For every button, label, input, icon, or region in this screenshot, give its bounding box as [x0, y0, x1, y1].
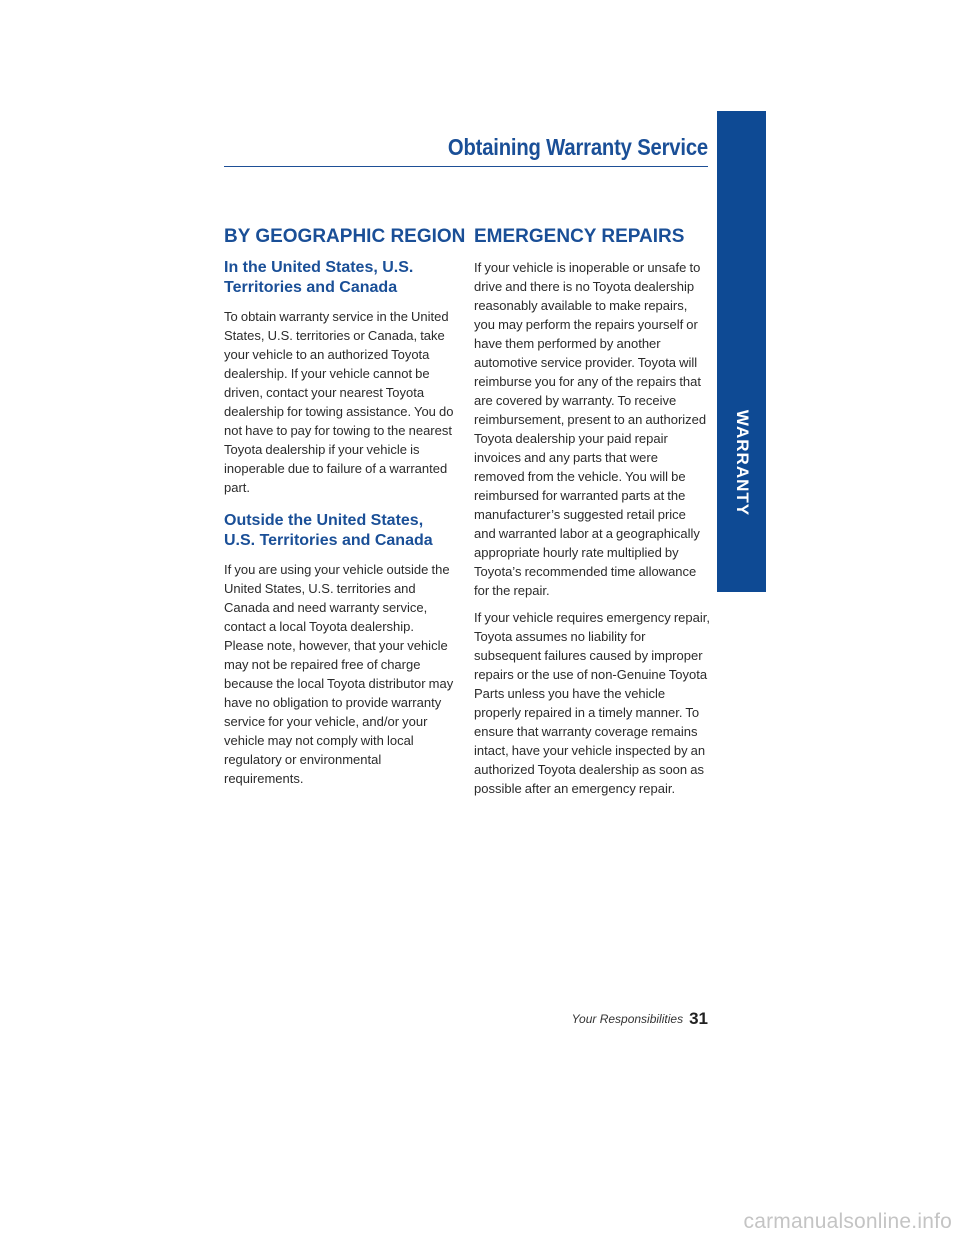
left-column: [224, 226, 466, 788]
footer-section-name: Your Responsibilities: [571, 1012, 684, 1026]
paragraph-outside-us-warranty: If you are using your vehicle outside the United States, U.S. territories and Canada and need warranty service, contact a local Toyota dealership. Please note, however, that your vehicle may not be repaired free of charge because the local Toyota distributor may have no obligation to provide warranty service for your vehicle, and/or your vehicle may not comply with local regulatory or environmental requirements.: [224, 562, 454, 786]
page-title: Obtaining Warranty Service: [447, 134, 708, 160]
section-heading-geographic-region: BY GEOGRAPHIC REGION: [224, 226, 466, 247]
right-column: [474, 226, 710, 798]
page-number: 31: [689, 1009, 708, 1028]
paragraph-emergency-liability: If your vehicle requires emergency repair, Toyota assumes no liability for subsequent failures caused by improper repairs or the use of non-Genuine Toyota Parts unless you have the vehicle properly repaired in a timely manner. To ensure that warranty coverage remains intact, have your vehicle inspected by an authorized Toyota dealership as soon as possible after an emergency repair.: [474, 610, 710, 796]
title-divider: [224, 166, 708, 167]
page-footer: [440, 1009, 708, 1029]
subheading-outside-us: Outside the United States, U.S. Territories and Canada: [224, 512, 433, 549]
subheading-us-territories-canada: In the United States, U.S. Territories and Canada: [224, 259, 414, 296]
section-heading-emergency-repairs: EMERGENCY REPAIRS: [474, 226, 685, 247]
side-tab-label: WARRANTY: [732, 409, 752, 517]
paragraph-emergency-reimbursement: If your vehicle is inoperable or unsafe to drive and there is no Toyota dealership reasonably available to make repairs, you may perform the repairs yourself or have them performed by another automotive service provider. Toyota will reimburse you for any of the repairs that are covered by warranty. To receive reimbursement, present to an authorized Toyota dealership your paid repair invoices and any parts that were removed from the vehicle. You will be reimbursed for warranted parts at the manufacturer’s suggested retail price and warranted labor at a geographically appropriate hourly rate multiplied by Toyota’s recommended time allowance for the repair.: [474, 260, 707, 598]
watermark: carmanualsonline.info: [743, 1210, 952, 1233]
warranty-side-tab: [717, 111, 766, 592]
paragraph-us-warranty-service: To obtain warranty service in the United States, U.S. territories or Canada, take your vehicle to an authorized Toyota dealership. If your vehicle cannot be driven, contact your nearest Toyota dealership for towing assistance. You do not have to pay for towing to the nearest Toyota dealership if your vehicle is inoperable due to failure of a warranted part.: [224, 309, 454, 495]
